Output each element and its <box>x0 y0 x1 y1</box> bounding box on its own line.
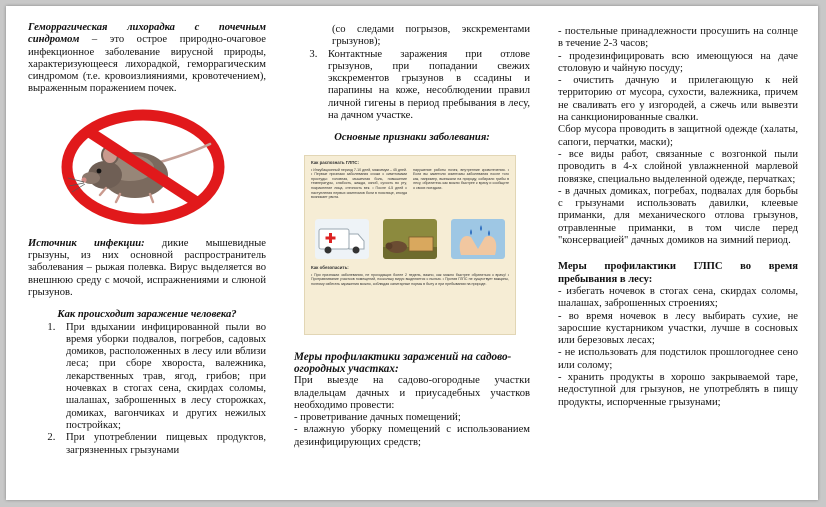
infection-source-paragraph <box>28 238 266 299</box>
bullet-item: - избегать ночевок в стогах сена, скирдах соломы, шалашах, заброшенных строениях; <box>558 285 798 310</box>
no-rats-icon <box>58 108 228 226</box>
infection-list <box>28 322 266 457</box>
poster-bottom-text: • При признаках заболевания, не проходящих более 2 недель, важно, как можно быстрее обратиться к врачу! • Протравливание участков помещений, поскольку вирус выделяется с пылью. • Против ГЛПС не существует вакцины, поэтому избегать заражения можно, соблюдая санитарные нормы в быту и при пребывании на природе. <box>311 272 509 286</box>
intro-text: – это острое природно-очаговое инфекционное заболевание вирусной природы, характеризующееся лихорадкой, геморрагическим синдромом (т.е. кровоизлияниями, кровотечением), выраженным поражением почек. <box>28 34 266 95</box>
bullet-item: Сбор мусора проводить в защитной одежде (халаты, сапоги, перчатки, маски); <box>558 124 798 148</box>
intro-paragraph <box>28 22 266 96</box>
infection-source-text: дикие мышевидные грызуны, из них основной распространитель заболевания – рыжая полевка. Вирус выделяется во внешнюю среду с мочой, испражнениями и слюной грызунов. <box>28 237 266 298</box>
bullet-item: - в дачных домиках, погребах, подвалах для борьбы с грызунами использовать давилки, клеевые приманки, для механического отлова грызунов, отравленные приманки, в том числе перед "консервацией" дачных домиков на зимний период. <box>558 185 798 247</box>
bullet-item: - не использовать для подстилок прошлогоднее сено или солому; <box>558 347 798 371</box>
garden-prevention-text: При выезде на садово-огородные участки владельцам дачных и приусадебных участков необходимо провести: <box>294 375 530 411</box>
mousetrap-icon <box>383 219 437 259</box>
bullet-item: - хранить продукты в хорошо закрываемой таре, недоступной для грызунов, не употреблять в пищу продукты, испорченные грызунами; <box>558 372 798 408</box>
bullet-item: - постельные принадлежности просушить на солнце в течение 2-3 часов; <box>558 26 798 50</box>
bullet-item: - во время ночевок в лесу выбирать сухие, не заросшие кустарником участки, лучше в сосновых или березовых лесах; <box>558 310 798 347</box>
poster-heading-2: Как обезопасить: <box>311 264 349 270</box>
list-continuation: (со следами погрызов, экскрементами грызунов); <box>332 24 530 48</box>
poster-heading: Как распознать ГЛПС: <box>311 159 360 165</box>
symptoms-poster <box>304 155 516 335</box>
garden-prevention-heading <box>294 351 530 376</box>
how-infection-heading: Как происходит заражение человека? <box>57 309 237 321</box>
bullet-item: - проветривание дачных помещений; <box>294 412 461 424</box>
column-3 <box>558 26 798 409</box>
list-item: 2. При употреблении пищевых продуктов, загрязненных грызунами <box>58 432 266 457</box>
poster-right-text: нарушение работы почек, внутренние кровотечения. • Если вы заметили симптомы заболевания после того как, например, выезжали на природу, собирали грибы в лесу, обратитесь как можно быстрее к врачу и сообщите о своих поездках. <box>413 167 509 191</box>
garden-prevention-heading-part-1: Меры профилактики заражений на <box>294 350 476 363</box>
poster-left-text: • Инкубационный период 7-10 дней, максимум – 45 дней. • Первые признаки заболевания схожи с симптомами простуды: головная, мышечная боль, повышение температуры, слабость, жажда, озноб, сухость во рту, покраснение лица, отечность век. • После 4-5 дней с наступления первых симптомов боли в пояснице, иногда возникает рвота. <box>311 167 407 200</box>
bullet-item: - влажную уборку помещений с использованием дезинфицирующих средств; <box>294 424 530 448</box>
list-item: 3. Контактные заражения при отлове грызунов, при попадании свежих экскрементов грызунов в ссадины и парапины на коже, несоблюдении правил личной гигены в период пребывания в лесу, на дачном участке. <box>320 49 530 123</box>
column-1 <box>28 22 266 457</box>
bullet-item: - продезинфицировать всю имеющуюся на даче столовую и чайную посуду; <box>558 50 798 74</box>
intro-term: Геморрагическая лихорадка с почечным синдромом <box>28 22 266 46</box>
forest-prevention-heading: Меры профилактики ГЛПС во время пребывания в лесу: <box>558 261 798 285</box>
list-item: 1. При вдыхании инфицированной пыли во время уборки подвалов, погребов, садовых домиков, расположенных в лесу или вблизи леса; при сборе хвороста, валежника, лекарственных трав, ягод, грибов; при ночевках в стогах сена, скирдах соломы, шалашах, заброшенных в лесу сторожках, домиках, вагончиках и других нежилых постройках; <box>58 322 266 433</box>
ambulance-icon <box>315 219 369 259</box>
washing-hands-icon <box>451 219 505 259</box>
infection-list-continued <box>294 49 530 123</box>
garden-prevention-heading-part-2: садово-огородных участках: <box>294 350 512 375</box>
column-2 <box>294 24 530 449</box>
signs-heading: Основные признаки заболевания: <box>334 132 490 144</box>
brochure-page <box>6 6 818 500</box>
bullet-item: - все виды работ, связанные с возгонкой пыли проводить в 4-х слойной увлажненной марлевой повязке, специально выделенной одежде, перчатках; <box>558 148 798 185</box>
infection-source-label: Источник инфекции: <box>28 237 145 249</box>
bullet-item: - очистить дачную и прилегающую к ней территорию от мусора, сухости, валежника, причем не сваливать его у изгородей, а сжечь или вывезти на санкционированные свалки. <box>558 75 798 124</box>
